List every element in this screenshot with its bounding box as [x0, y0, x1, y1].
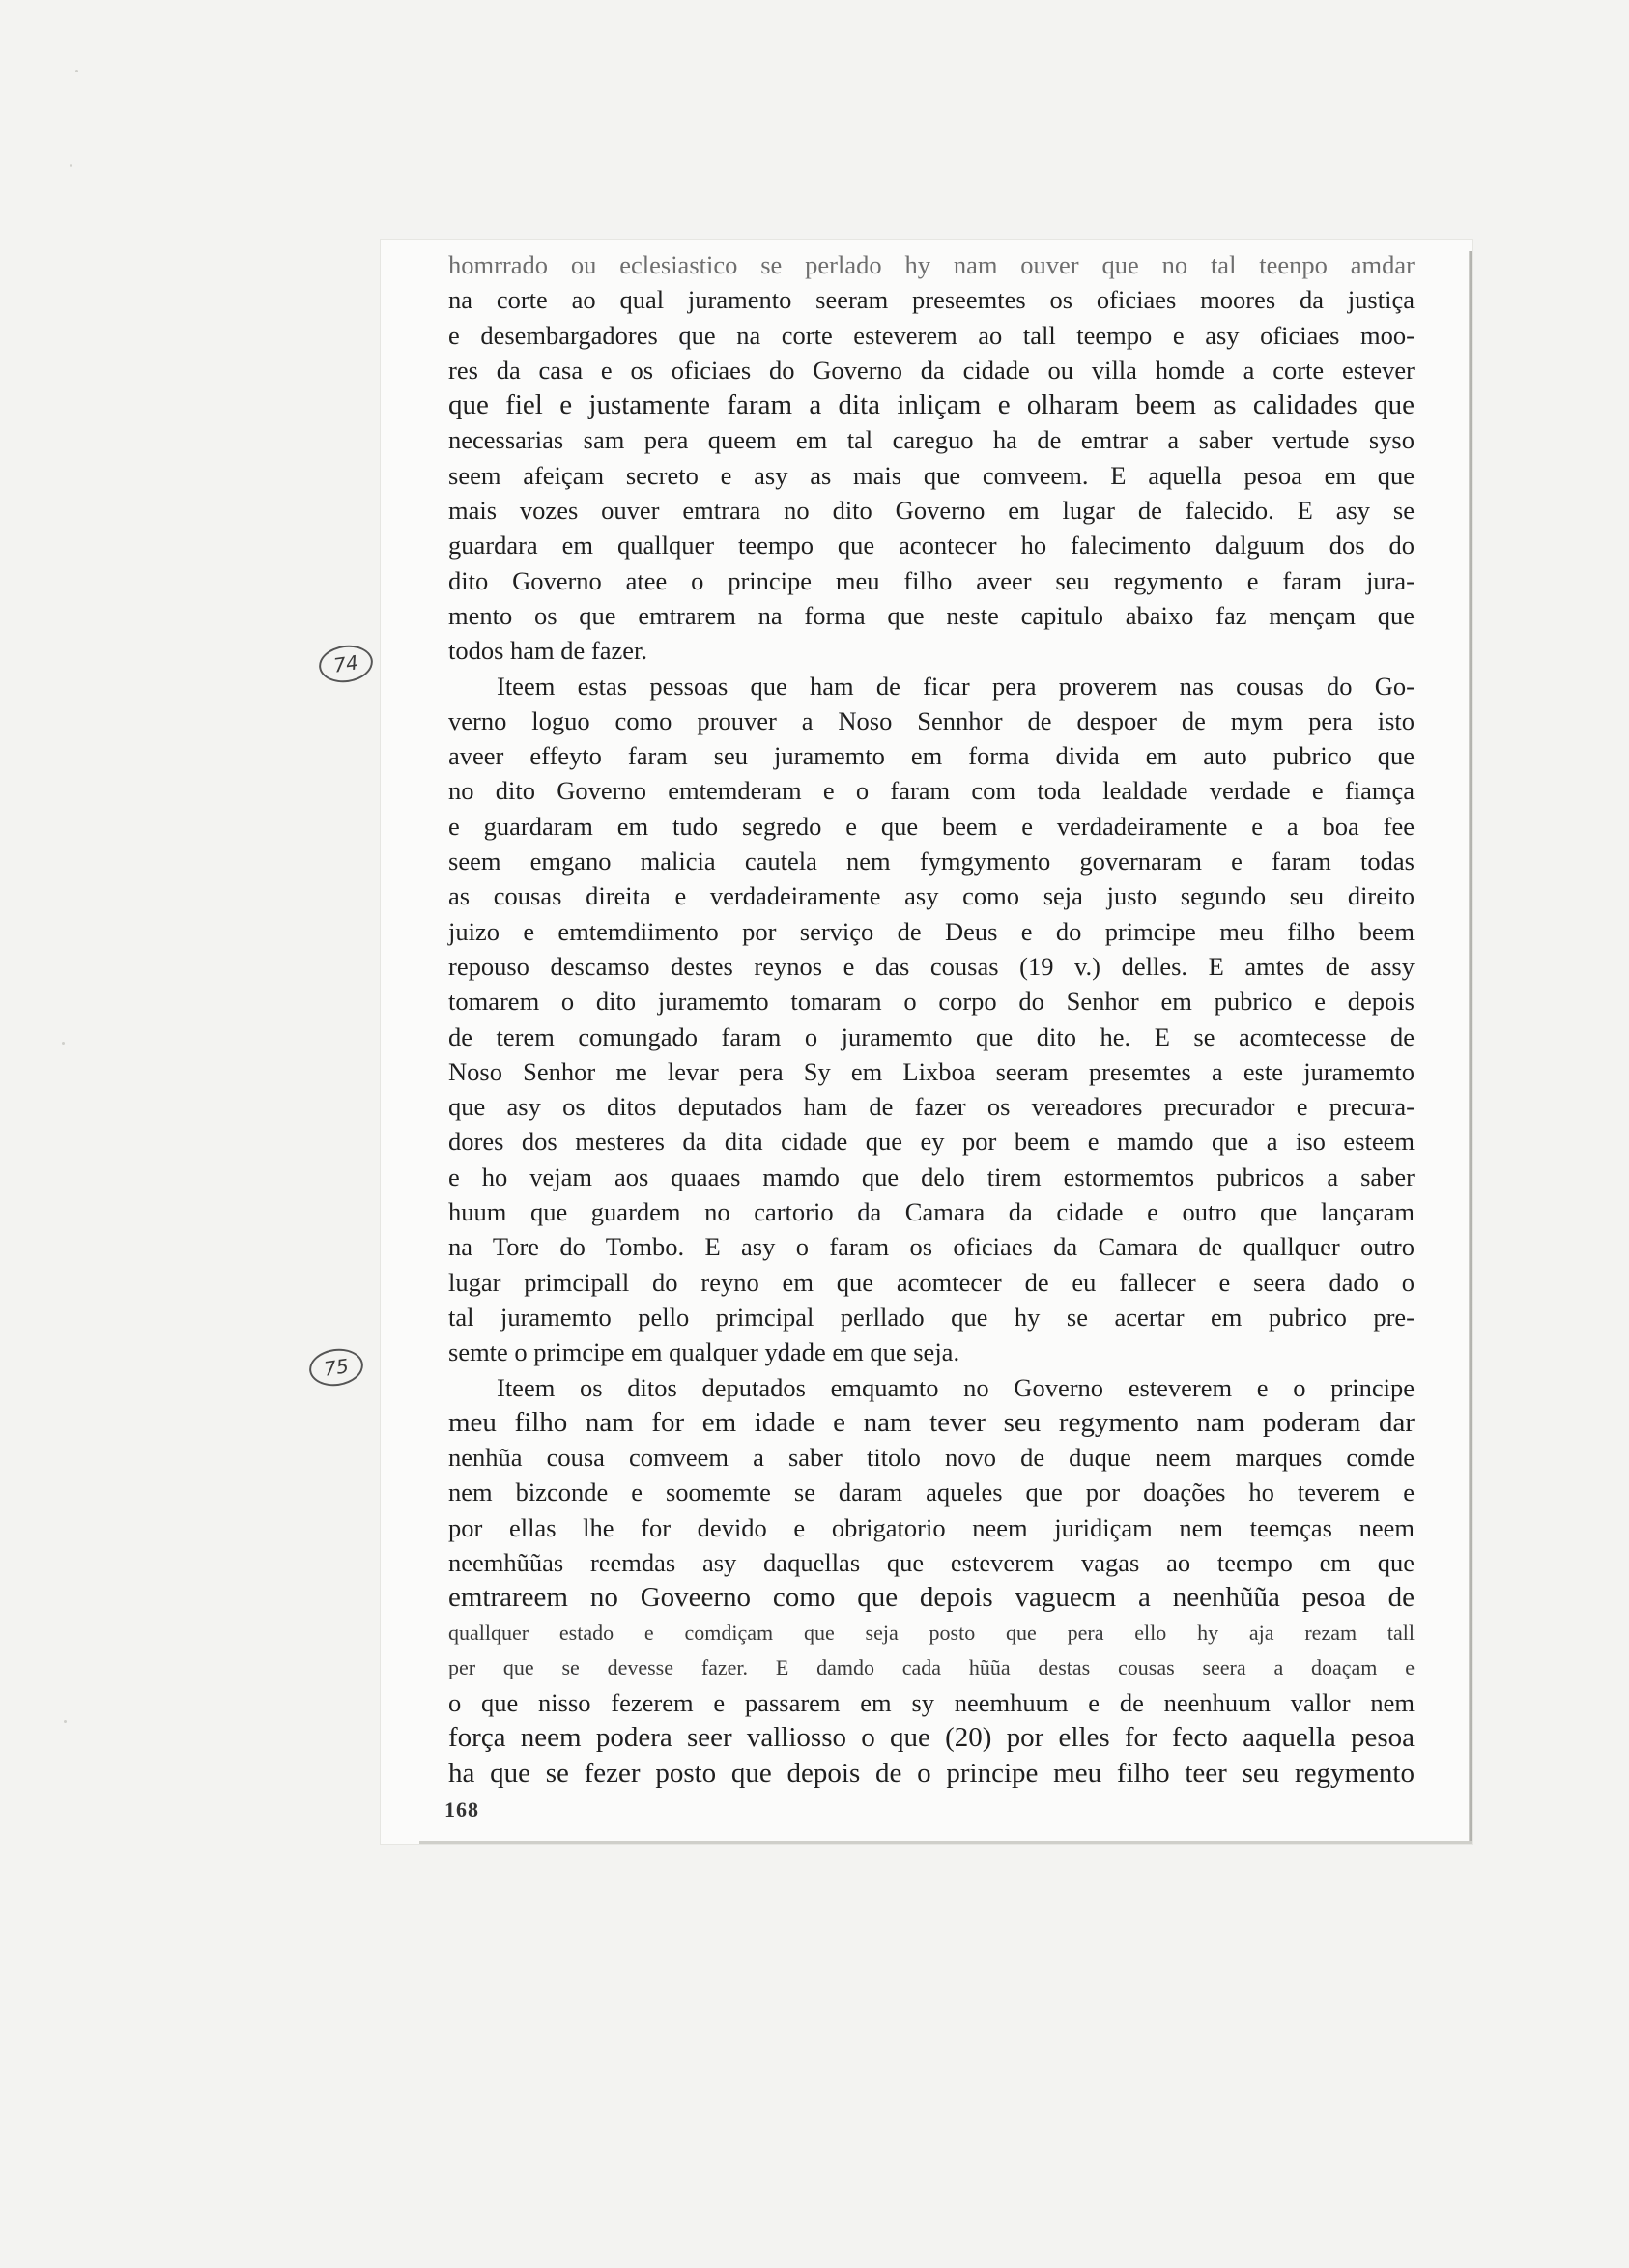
text-line-31: tal juramemto pello primcipal perllado que hy se acertar em pubrico pre- — [448, 1302, 1415, 1332]
text-line-37: por ellas lhe for devido e obrigatorio neem juridiçam nem teemças neem — [448, 1512, 1415, 1542]
text-line-39: emtrareem no Goveerno como que depois vaguecm a neenhũũa pesoa de — [448, 1582, 1415, 1614]
text-line-44: ha que se fezer posto que depois de o principe meu filho teer seu regymento — [448, 1757, 1415, 1789]
text-block — [448, 247, 1415, 1791]
text-line-33: Iteem os ditos deputados emquamto no Governo esteverem e o principe — [497, 1372, 1415, 1402]
text-line-27: e ho vejam aos quaaes mamdo que delo tirem estormemtos pubricos a saber — [448, 1162, 1415, 1191]
text-line-36: nem bizconde e soomemte se daram aqueles que por doações ho teverem e — [448, 1478, 1415, 1507]
text-line-26: dores dos mesteres da dita cidade que ey por beem e mamdo que a iso esteem — [448, 1127, 1415, 1157]
text-line-21: repouso descamso destes reynos e das cousas (19 v.) delles. E amtes de assy — [448, 951, 1415, 981]
scan-speck — [62, 1042, 65, 1045]
text-line-32: semte o primcipe em qualquer ydade em que seja. — [448, 1337, 960, 1367]
text-line-14: verno loguo como prouver a Noso Sennhor de despoer de mym pera isto — [448, 705, 1415, 735]
text-line-9: guardara em quallquer teempo que acontecer ho falecimento dalguum dos do — [448, 531, 1415, 560]
text-line-10: dito Governo atee o principe meu filho aveer seu regymento e faram jura- — [448, 565, 1415, 595]
text-line-11: mento os que emtrarem na forma que neste capitulo abaixo faz mençam que — [448, 600, 1415, 630]
text-line-43: força neem podera seer valliosso o que (20) por elles for fecto aaquella pesoa — [448, 1722, 1415, 1754]
text-line-25: que asy os ditos deputados ham de fazer os vereadores precurador e precura- — [448, 1092, 1415, 1122]
page-edge-shadow — [1469, 251, 1472, 1842]
scan-speck — [70, 164, 72, 167]
text-line-19: as cousas direita e verdadeiramente asy como seja justo segundo seu direito — [448, 881, 1415, 911]
margin-note-74: 74 — [317, 642, 376, 685]
text-line-12: todos ham de fazer. — [448, 636, 648, 666]
text-line-42: o que nisso fezerem e passarem em sy neemhuum e de neenhuum vallor nem — [448, 1688, 1415, 1718]
text-line-5: que fiel e justamente faram a dita inliçam e olharam beem as calidades que — [448, 389, 1415, 421]
text-line-29: na Tore do Tombo. E asy o faram os oficiaes da Camara de quallquer outro — [448, 1232, 1415, 1262]
page-sheet — [381, 240, 1472, 1844]
text-line-4: res da casa e os oficiaes do Governo da cidade ou villa homde a corte estever — [448, 355, 1415, 385]
text-line-6: necessarias sam pera queem em tal careguo ha de emtrar a saber vertude syso — [448, 425, 1415, 455]
text-line-7: seem afeiçam secreto e asy as mais que comveem. E aquella pesoa em que — [448, 460, 1415, 490]
page-number: 168 — [444, 1797, 479, 1822]
text-line-34: meu filho nam for em idade e nam tever seu regymento nam poderam dar — [448, 1406, 1415, 1438]
text-line-28: huum que guardem no cartorio da Camara da cidade e outro que lançaram — [448, 1197, 1415, 1227]
text-line-8: mais vozes ouver emtrara no dito Governo em lugar de falecido. E asy se — [448, 496, 1415, 526]
text-line-38: neemhũũas reemdas asy daquellas que esteverem vagas ao teempo em que — [448, 1547, 1415, 1577]
text-line-40: quallquer estado e comdiçam que seja posto que pera ello hy aja rezam tall — [448, 1620, 1415, 1645]
scan-speck — [75, 70, 78, 72]
text-line-35: nenhũa cousa comveem a saber titolo novo de duque neem marques comde — [448, 1443, 1415, 1473]
page-bottom-edge — [419, 1841, 1472, 1844]
text-line-24: Noso Senhor me levar pera Sy em Lixboa seeram presemtes a este juramemto — [448, 1056, 1415, 1086]
text-line-17: e guardaram em tudo segredo e que beem e verdadeiramente e a boa fee — [448, 811, 1415, 841]
text-line-2: na corte ao qual juramento seeram preseemtes os oficiaes moores da justiça — [448, 285, 1415, 315]
text-line-18: seem emgano malicia cautela nem fymgymento governaram e faram todas — [448, 847, 1415, 876]
text-line-30: lugar primcipall do reyno em que acomtecer de eu fallecer e seera dado o — [448, 1267, 1415, 1297]
text-line-23: de terem comungado faram o juramemto que dito he. E se acomtecesse de — [448, 1021, 1415, 1051]
scan-speck — [64, 1720, 67, 1723]
text-line-22: tomarem o dito juramemto tomaram o corpo do Senhor em pubrico e depois — [448, 987, 1415, 1017]
text-line-16: no dito Governo emtemderam e o faram com toda lealdade verdade e fiamça — [448, 776, 1415, 806]
text-line-20: juizo e emtemdiimento por serviço de Deus e do primcipe meu filho beem — [448, 916, 1415, 946]
margin-note-75: 75 — [307, 1345, 366, 1389]
text-line-1: homrrado ou eclesiastico se perlado hy nam ouver que no tal teenpo amdar — [448, 250, 1415, 279]
text-line-3: e desembargadores que na corte esteverem ao tall teempo e asy oficiaes moo- — [448, 320, 1415, 350]
text-line-13: Iteem estas pessoas que ham de ficar pera proverem nas cousas do Go- — [497, 671, 1415, 701]
text-line-41: per que se devesse fazer. E damdo cada hũũa destas cousas seera a doaçam e — [448, 1654, 1415, 1679]
text-line-15: aveer effeyto faram seu juramemto em forma divida em auto pubrico que — [448, 741, 1415, 771]
